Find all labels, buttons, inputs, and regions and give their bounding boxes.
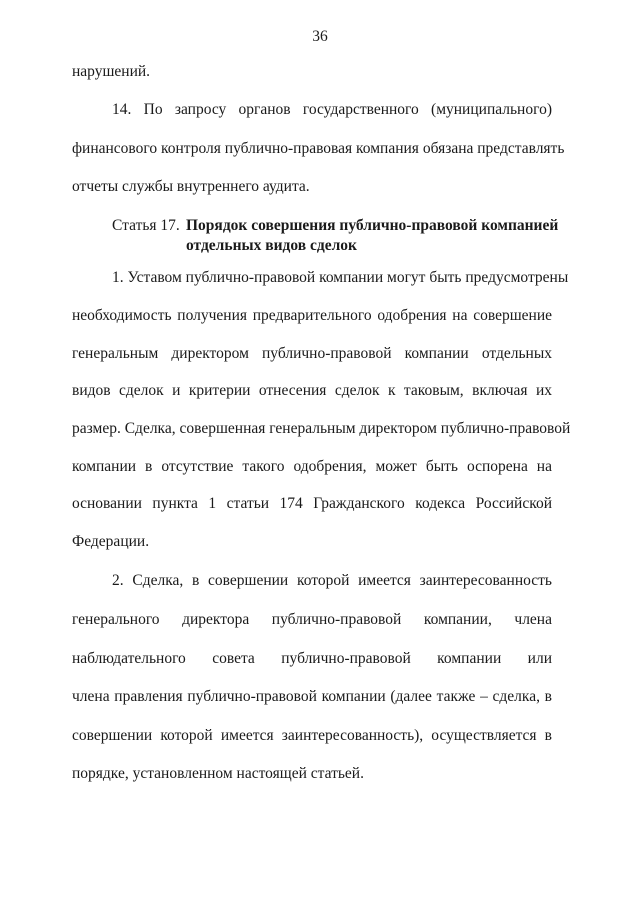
text-line: 2. Сделка, в совершении которой имеется заинтересованность	[112, 572, 552, 589]
article-number: Статья 17.	[112, 217, 180, 234]
text-line: совершении которой имеется заинтересованность), осуществляется в	[72, 727, 552, 744]
text-line: члена правления публично-правовой компании (далее также – сделка, в	[72, 688, 552, 705]
text-line: 14. По запросу органов государственного (муниципального)	[112, 101, 552, 118]
text-line: генерального директора публично-правовой компании, члена	[72, 611, 552, 628]
article-title-line-1: Порядок совершения публично-правовой компанией	[186, 217, 559, 234]
text-line: размер. Сделка, совершенная генеральным директором публично-правовой	[72, 420, 571, 437]
text-line: 1. Уставом публично-правовой компании могут быть предусмотрены	[112, 269, 569, 286]
text-line: финансового контроля публично-правовая компания обязана представлять	[72, 140, 565, 157]
article-title-line-2: отдельных видов сделок	[186, 237, 357, 254]
text-line: генеральным директором публично-правовой компании отдельных	[72, 345, 552, 362]
text-line: порядке, установленном настоящей статьей.	[72, 765, 364, 782]
text-line: необходимость получения предварительного одобрения на совершение	[72, 307, 552, 324]
text-line: отчеты службы внутреннего аудита.	[72, 178, 310, 195]
text-line: наблюдательного совета публично-правовой компании или	[72, 650, 552, 667]
text-line: видов сделок и критерии отнесения сделок к таковым, включая их	[72, 382, 552, 399]
page-number: 36	[312, 28, 328, 45]
text-line: Федерации.	[72, 533, 150, 550]
text-line: основании пункта 1 статьи 174 Гражданского кодекса Российской	[72, 495, 552, 512]
text-line: компании в отсутствие такого одобрения, может быть оспорена на	[72, 458, 552, 475]
text-line: нарушений.	[72, 63, 151, 80]
